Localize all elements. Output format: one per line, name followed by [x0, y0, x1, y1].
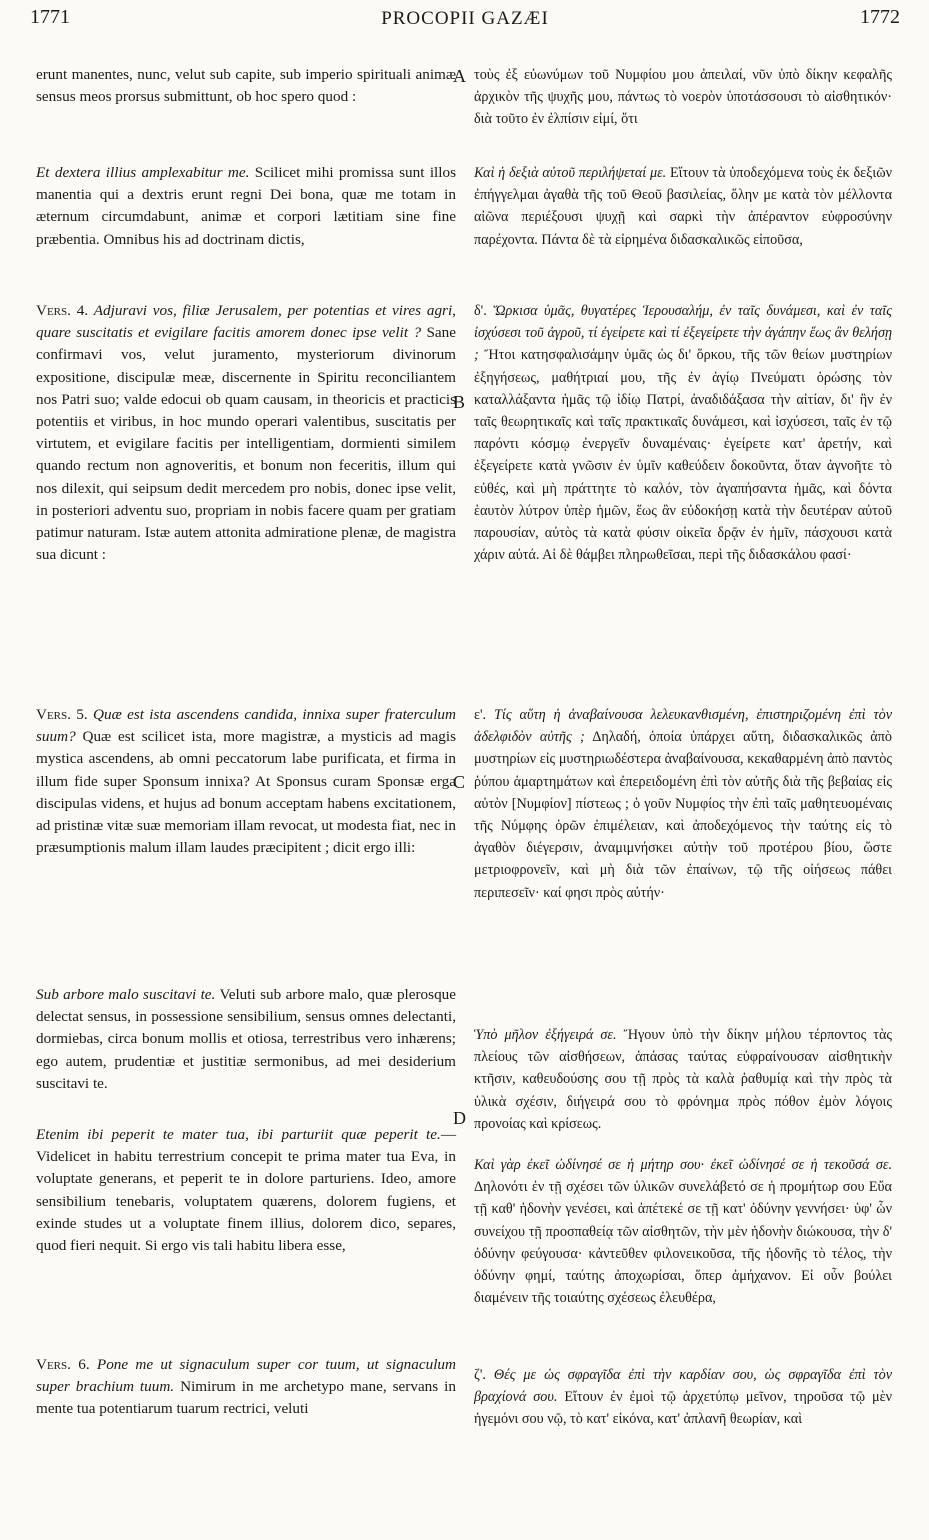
latin-paragraph: erunt manentes, nunc, velut sub capite, sub imperio spirituali animæ sensus meos prorsus submittunt, ob hoc spero quod : — [36, 66, 456, 106]
page-number-left: 1771 — [30, 6, 70, 28]
latin-paragraph: Etenim ibi peperit te mater tua, ibi parturiit quæ peperit te.—Videlicet in habitu terrestrium concepit te prima mater tua Eva, in voluptate generans, et peperit te in dolore parturiens. Ideo, amore sensibilium tenebaris, voluptatem quærens, dolorem fugiens, et exinde studes ut a voluptate finem illius, dolorem dico, separes, quod fieri nequit. Si ergo vis tali habitu libera esse, — [36, 1126, 456, 1255]
latin-paragraph: Vers. 5. Quæ est ista ascendens candida, innixa super fraterculum suum? Quæ est scilicet ista, more magistræ, a mysticis ad magis mystica ascendens, ab omni peccatorum labe purificata, et firma in illum fide super Sponsum innixa? At Sponsus curam Sponsæ erga discipulas videns, et hujus ad bonum acceptam habens excitationem, ad pristinæ vitæ suæ memoriam illam revocat, ut modesta fiat, nec in præsumptionis malum illam laudes præcipitent ; dicit ergo illi: — [36, 706, 456, 857]
running-title: PROCOPII GAZÆI — [381, 8, 549, 29]
section-marker-a: A — [453, 66, 466, 86]
greek-paragraph: Ὑπὸ μῆλον ἐξήγειρά σε. Ἤγουν ὑπὸ τὴν δίκην μήλου τέρποντος τὰς πλείους τῶν αἰσθήσεων, ἁπάσας ταύτας εὐφραίνουσαν αἰσθητικὴν κτῆσιν, καθευδούσης σου τῇ πρὸς τὰ καλὰ ῥαθυμίᾳ καὶ τὴν πρὸς τὰ ὑλικὰ σχέσιν, διήγειρά σου τὸ φρόνημα πρὸς πόθον ἐμὸν λόγοις προνοίας καὶ κρίσεως. — [474, 1027, 892, 1132]
greek-paragraph: τοὺς ἐξ εὐωνύμων τοῦ Νυμφίου μου ἀπειλαί, νῦν ὑπὸ δίκην κεφαλῆς ἀρχικὸν τῆς ψυχῆς μου, πάντως τὸ νοερὸν ὑποτάσσουσι τὸ αἰσθητικόν· διὰ τοῦτο ἐν ἐλπίσιν εἰμί, ὅτι — [474, 67, 892, 128]
page-header — [30, 6, 900, 42]
latin-paragraph: Et dextera illius amplexabitur me. Scilicet mihi promissa sunt illos manentia qui a dextris erunt regni Dei bona, quæ me totam in æternum circumdabunt, animæ et corpori lætitiam sine fine præbentia. Omnibus his ad doctrinam dictis, — [36, 164, 456, 248]
latin-paragraph: Sub arbore malo suscitavi te. Veluti sub arbore malo, quæ plerosque delectat sensus, in possessione sensibilium, sensus omnes delectanti, dormiebas, circa bonum mollis et otiosa, terrestribus vero inhærens; ego autem, prudentiæ et justitiæ sermonibus, ad mei desiderium suscitavi te. — [36, 986, 456, 1092]
page-number-right: 1772 — [860, 6, 900, 28]
greek-paragraph: ε'. Τίς αὕτη ἡ ἀναβαίνουσα λελευκανθισμένη, ἐπιστηριζομένη ἐπὶ τὸν ἀδελφιδὸν αὐτῆς ; Δηλαδή, ὁποία ὑπάρχει αὕτη, διδασκαλικῶς ἀπὸ μυστηρίων εἰς μυστηριωδέστερα ἀναβαίνουσα, κεκαθαρμένη ἀπὸ παντὸς ῥύπου ἁμαρτημάτων καὶ ἐπερειδομένη ἐπὶ τὸν αὐτῆς διὰ τῆς βεβαίας εἰς αὐτὸν [Νυμφίον] πίστεως ; ὁ γοῦν Νυμφίος τὴν ἐπὶ ταῖς μαθητευομέναις τῆς Νύμφης ὁρῶν ἐπιμέλειαν, καὶ ἀποδεχόμενος τὴν ταύτης εἰς τὸ ἀγαθὸν διέγερσιν, ἀναμιμνήσκει αὐτὴν τοῦ προτέρου βίου, ὥστε μετριοφρονεῖν, καὶ μὴ διὰ τῶν ἐπαίνων, τῷ τῆς οἰήσεως πάθει περιπεσεῖν· καί φησι πρὸς αὐτήν· — [474, 707, 892, 901]
greek-paragraph: Καὶ ἡ δεξιὰ αὐτοῦ περιλήψεταί με. Εἴτουν τὰ ὑποδεχόμενα τοὺς ἐκ δεξιῶν ἐπήγγελμαι ἀγαθὰ τῆς τοῦ Θεοῦ βασιλείας, ὅλην με κατὰ τὸν μέλλοντα αἰῶνα περιέξουσι ψυχῇ καὶ σαρκὶ τὴν ἀπέραντον εὐφροσύνην παρέχοντα. Πάντα δὲ τὰ εἰρημένα διδασκαλικῶς εἰποῦσα, — [474, 165, 892, 248]
section-marker-c: C — [453, 772, 466, 792]
latin-paragraph: Vers. 4. Adjuravi vos, filiæ Jerusalem, per potentias et vires agri, quare suscitatis et evigilare facitis amorem donec ipse velit ? Sane confirmavi vos, velut juramento, mysteriorum divinorum expositione, discipulæ meæ, discernente in Spiritu reconciliantem nos Patri suo; valde edocui ob quam causam, in theoricis et practicis potentiis et viribus, in hoc mundo operari valentibus, suscitatis per virtutem, et evigilare facitis per intelligentiam, dormienti similem quando rectum non agnoveritis, et bonum non feceritis, illum qui nos dilexit, qui seipsum dedit mercedem pro nobis, donec ipse velit, in posteriori adventu suo, propriam in nobis facere quam per gratiam patimur naturam. Istæ autem attonita admiratione plenæ, de magistra sua dicunt : — [36, 302, 456, 564]
latin-paragraph: Vers. 6. Pone me ut signaculum super cor tuum, ut signaculum super brachium tuum. Nimirum in me archetypo mane, servans in mente tua potentiarum tuarum rectrici, veluti — [36, 1356, 456, 1418]
greek-paragraph: ζ'. Θές με ὡς σφραγῖδα ἐπὶ τὴν καρδίαν σου, ὡς σφραγῖδα ἐπὶ τὸν βραχίονά σου. Εἴτουν ἐν ἐμοὶ τῷ ἀρχετύπῳ μεῖνον, τηροῦσα τῷ μὲν ἡγεμόνι σου νῷ, τὸ κατ' εἰκόνα, κατ' ἀπλανῆ θεωρίαν, καὶ — [474, 1367, 893, 1428]
greek-paragraph: δ'. Ὥρκισα ὑμᾶς, θυγατέρες Ἱερουσαλήμ, ἐν ταῖς δυνάμεσι, καὶ ἐν ταῖς ἰσχύσεσι τοῦ ἀγροῦ, τί ἐγείρετε καὶ τί ἐξεγείρετε τὴν ἀγάπην ἕως ἂν θελήσῃ ; Ἤτοι κατησφαλισάμην ὑμᾶς ὡς δι' ὅρκου, τῆς τῶν θείων μυστηρίων ἐξηγήσεως, μαθήτριαί μου, τῆς ἐν ἁγίῳ Πνεύματι ὁρώσης τὸν καταλλάξαντα ἡμᾶς τῷ ἰδίῳ Πατρί, ἀναδιδάξασα τὴν αἰτίαν, δι' ἣν ἐν ταῖς θεωρητικαῖς καὶ ταῖς πρακτικαῖς δυνάμεσι, καὶ ἰσχύσεσι, ταῖς ἐν τῷ παρόντι κόσμῳ ἐνεργεῖν δυναμέναις· ἐγείρετε κατ' ἀρετήν, καὶ ἐξεγείρετε κατὰ γνῶσιν ἐν ὑμῖν καθεύδειν δοκοῦντα, ὅταν ἀγνοῆτε τὸ εὐθές, καὶ μὴ πράττητε τὸ καλόν, τὸν ἀγαπήσαντα ἡμᾶς, καὶ δόντα ἑαυτὸν λύτρον ὑπὲρ ἡμῶν, ἕως ἂν εὐδοκήσῃ κατὰ τὴν δευτέραν αὐτοῦ παρουσίαν, αὐτὸς τὰ κατὰ φύσιν οἰκεῖα δρᾷν ἐν ἡμῖν, πάσχουσι κατὰ χάριν αὐτά. Αἱ δὲ θάμβει πληρωθεῖσαι, περὶ τῆς διδασκάλου φασί· — [474, 303, 892, 564]
greek-paragraph: Καὶ γὰρ ἐκεῖ ὠδίνησέ σε ἡ μήτηρ σου· ἐκεῖ ὠδίνησέ σε ἡ τεκοῦσά σε. Δηλονότι ἐν τῇ σχέσει τῶν ὑλικῶν συνελάβετό σε ἡ προμήτωρ σου Εὔα τῇ καθ' ἡδονὴν γενέσει, καὶ ἀπέτεκέ σε τῇ κατ' ὀδύνην γεννήσει· ὑφ' ὧν συνείχου τῇ προσπαθείᾳ τῶν αἰσθητῶν, τὴν μὲν ἡδονὴν διώκουσα, τὴν δ' ὀδύνην φεύγουσα· κἀντεῦθεν φιλονεικοῦσα, τῆς ἡδονῆς τὸ τέλος, τὴν ὀδύνην φημί, ταύτης ἀποχωρίσαι, ὅπερ ἀμήχανον. Εἰ οὖν βούλει διαμένειν τῆς τοιαύτης σχέσεως ἐλευθέρα, — [474, 1157, 892, 1307]
section-marker-d: D — [453, 1108, 466, 1128]
section-marker-b: B — [453, 392, 466, 412]
